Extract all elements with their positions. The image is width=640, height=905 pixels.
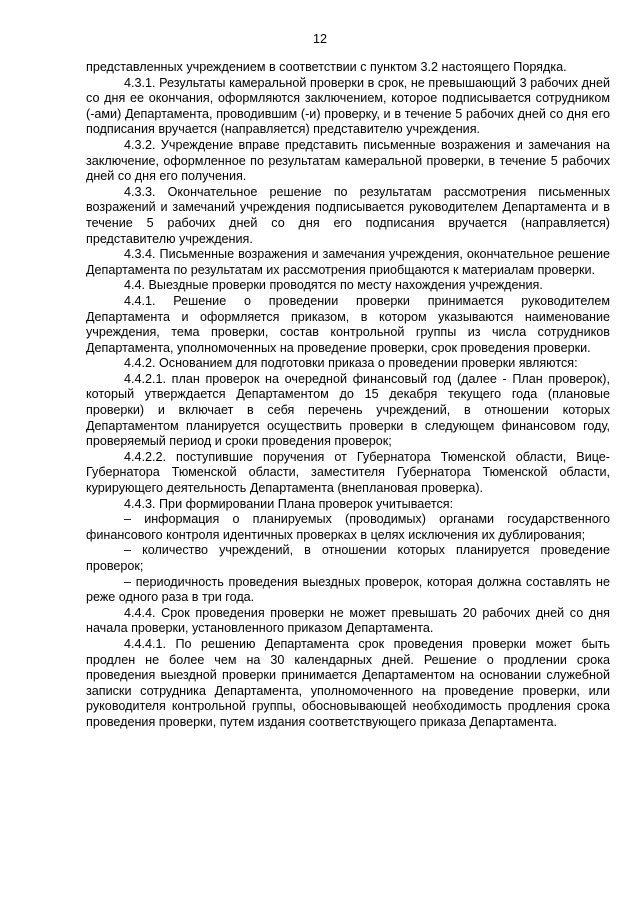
paragraph: 4.4.3. При формировании Плана проверок учитывается:	[124, 496, 454, 511]
paragraph: 4.4.2.2. поступившие поручения от Губернатора Тюменской области, Вице-Губернатора Тюменской области, заместителя Губернатора Тюменской области, курирующего деятельность Департамента (внеплановая проверка).	[86, 449, 610, 496]
page-number: 12	[312, 32, 327, 46]
document-body	[86, 60, 610, 731]
paragraph: – периодичность проведения выездных проверок, которая должна составлять не реже одного раза в три года.	[86, 574, 610, 605]
paragraph: 4.4.1. Решение о проведении проверки принимается руководителем Департамента и оформляется приказом, в котором указываются наименование учреждения, тема проверки, состав контрольной группы из числа сотрудников Департамента, уполномоченных на проведение проверки, срок проведения проверки.	[86, 293, 610, 355]
paragraph: 4.4.2.1. план проверок на очередной финансовый год (далее - План проверок), который утверждается Департаментом до 15 декабря текущего года (плановые проверки) и включает в себя перечень учреждений, в отношении которых Департаментом планируется осуществить проверки в следующем финансовом году, проверяемый период и сроки проведения проверок;	[86, 371, 610, 449]
paragraph: 4.4.4. Срок проведения проверки не может превышать 20 рабочих дней со дня начала проверки, установленного приказом Департамента.	[86, 605, 610, 636]
paragraph: 4.4.4.1. По решению Департамента срок проведения проверки может быть продлен не более чем на 30 календарных дней. Решение о продлении срока проведения выездной проверки принимается Департаментом на основании служебной записки сотрудника Департамента, уполномоченного на проведение проверки, или руководителя контрольной группы, обосновывающей необходимость продления срока проведения проверки, путем издания соответствующего приказа Департамента.	[86, 636, 610, 729]
paragraph: 4.4. Выездные проверки проводятся по месту нахождения учреждения.	[124, 278, 543, 293]
paragraph: 4.3.2. Учреждение вправе представить письменные возражения и замечания на заключение, оформленное по результатам камеральной проверки, в течение 5 рабочих дней со дня его получения.	[86, 137, 610, 184]
paragraph: 4.4.2. Основанием для подготовки приказа о проведении проверки являются:	[124, 356, 578, 371]
paragraph: – информация о планируемых (проводимых) органами государственного финансового контроля идентичных проверках в целях исключения их дублирования;	[86, 512, 610, 542]
paragraph: 4.3.1. Результаты камеральной проверки в срок, не превышающий 3 рабочих дней со дня ее окончания, оформляются заключением, которое подписывается сотрудником (-ами) Департамента, проводившим (-и) проверку, и в течение 5 рабочих дней со дня его подписания вручается (направляется) представителю учреждения.	[86, 75, 610, 137]
paragraph: 4.3.3. Окончательное решение по результатам рассмотрения письменных возражений и замечаний учреждения подписывается руководителем Департамента и в течение 5 рабочих дней со дня его подписания вручается (направляется) представителю учреждения.	[86, 184, 610, 246]
paragraph: – количество учреждений, в отношении которых планируется проведение проверок;	[86, 543, 610, 573]
paragraph: представленных учреждением в соответствии с пунктом 3.2 настоящего Порядка.	[86, 60, 567, 74]
paragraph: 4.3.4. Письменные возражения и замечания учреждения, окончательное решение Департамента по результатам их рассмотрения приобщаются к материалам проверки.	[86, 247, 610, 277]
